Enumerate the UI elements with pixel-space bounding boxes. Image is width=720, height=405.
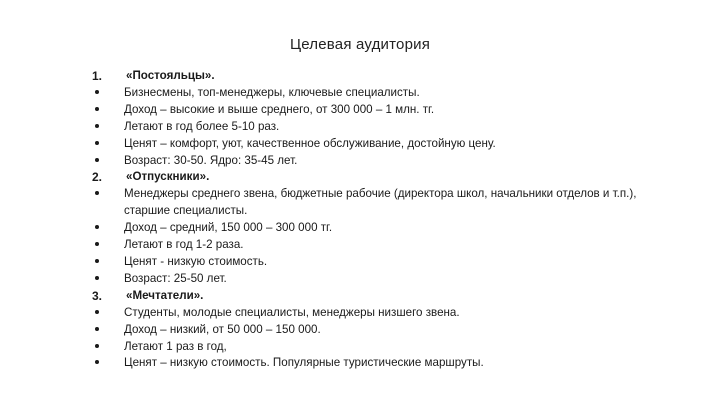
list-item-text: Доход – средний, 150 000 – 300 000 тг. — [124, 221, 333, 235]
group-heading-1 — [90, 68, 680, 85]
bullet-icon — [90, 322, 124, 339]
bullet-icon — [90, 186, 124, 203]
list-item-text: Возраст: 25-50 лет. — [124, 271, 227, 285]
list-item-text: Ценят – комфорт, уют, качественное обслуживание, достойную цену. — [124, 136, 496, 150]
list-item-text: Студенты, молодые специалисты, менеджеры низшего звена. — [124, 305, 460, 319]
list-item — [90, 254, 680, 271]
list-item-text: Летают 1 раз в год, — [124, 339, 227, 353]
bullet-icon — [90, 119, 124, 136]
list-item — [90, 322, 680, 339]
audience-list — [90, 68, 680, 372]
bullet-icon — [90, 237, 124, 254]
list-item — [90, 119, 680, 136]
list-item — [90, 102, 680, 119]
bullet-icon — [90, 220, 124, 237]
list-item — [90, 85, 680, 102]
list-item — [90, 186, 680, 220]
list-item — [90, 355, 680, 372]
list-item — [90, 271, 680, 288]
list-item — [90, 153, 680, 170]
bullet-icon — [90, 102, 124, 119]
bullet-icon — [90, 136, 124, 153]
list-item-text: Доход – высокие и выше среднего, от 300 000 – 1 млн. тг. — [124, 102, 435, 116]
list-item-text: Бизнесмены, топ-менеджеры, ключевые специалисты. — [124, 85, 420, 99]
group-heading-text: «Постояльцы». — [126, 69, 215, 82]
list-item-text: Доход – низкий, от 50 000 – 150 000. — [124, 322, 321, 336]
bullet-icon — [90, 271, 124, 288]
list-item-text: Возраст: 30-50. Ядро: 35-45 лет. — [124, 153, 298, 167]
list-item-text: Летают в год более 5-10 раз. — [124, 119, 280, 133]
list-item — [90, 136, 680, 153]
bullet-icon — [90, 153, 124, 170]
bullet-icon — [90, 339, 124, 356]
group-heading-text: «Отпускники». — [126, 170, 210, 184]
bullet-icon — [90, 355, 124, 372]
list-number: 2. — [92, 170, 103, 185]
group-heading-text: «Мечтатели». — [126, 288, 204, 302]
list-item — [90, 339, 680, 356]
list-item — [90, 220, 680, 237]
list-number: 1. — [92, 69, 103, 83]
list-number: 3. — [92, 288, 103, 303]
list-item-text: Ценят - низкую стоимость. — [124, 254, 268, 268]
list-item-text: Ценят – низкую стоимость. Популярные туристические маршруты. — [124, 356, 484, 370]
list-item — [90, 305, 680, 322]
list-item — [90, 237, 680, 254]
bullet-icon — [90, 85, 124, 102]
list-item-text: Менеджеры среднего звена, бюджетные рабочие (директора школ, начальники отделов и т.п.), старшие специалисты. — [124, 187, 637, 218]
bullet-icon — [90, 254, 124, 271]
bullet-icon — [90, 305, 124, 322]
list-item-text: Летают в год 1-2 раза. — [124, 238, 244, 252]
group-heading-3 — [90, 288, 680, 305]
slide-title: Целевая аудитория — [289, 36, 431, 53]
group-heading-2 — [90, 169, 680, 186]
